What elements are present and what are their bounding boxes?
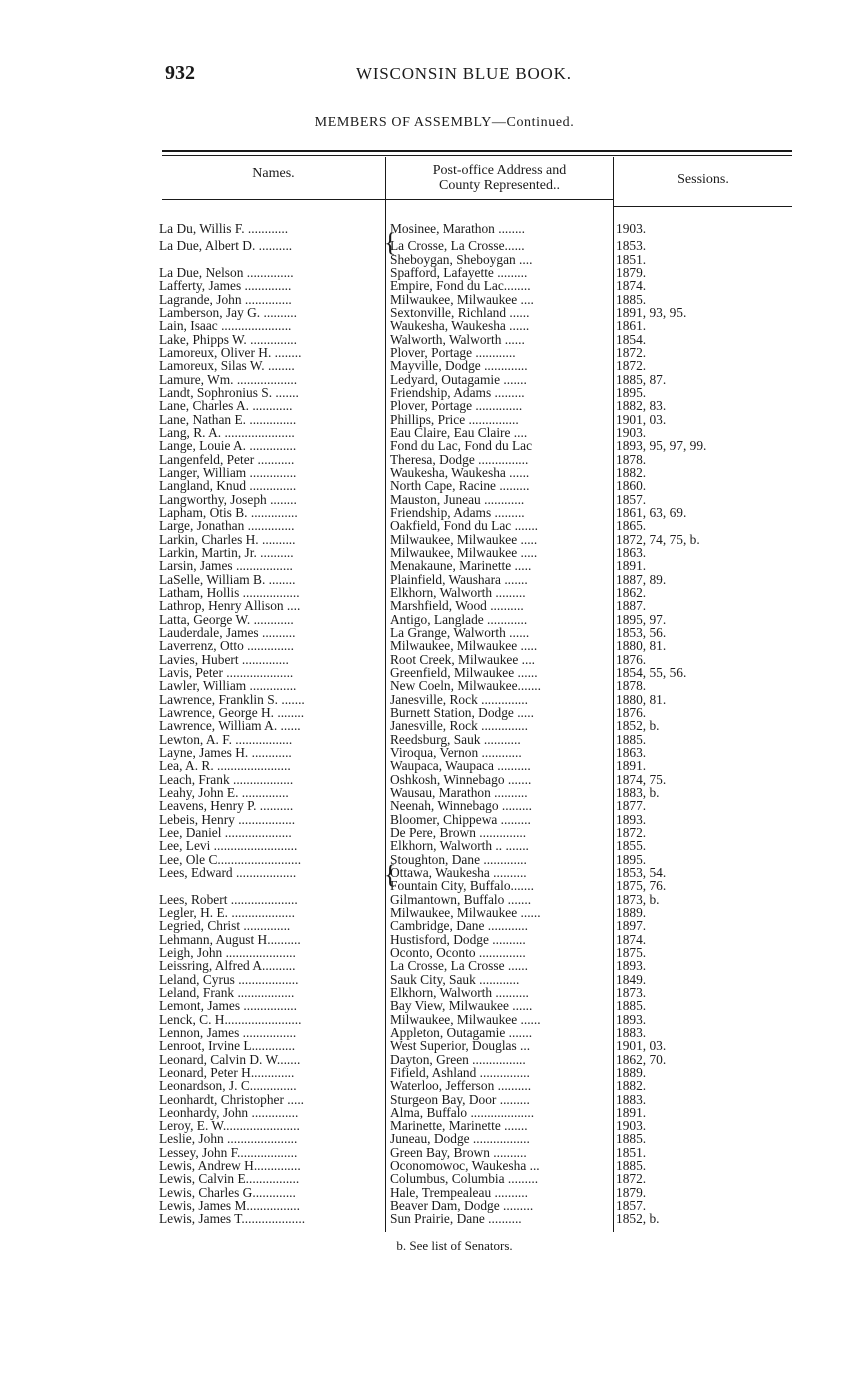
member-name: Lapham, Otis B. .............. [159, 505, 298, 520]
member-name: Lamure, Wm. .................. [159, 372, 298, 387]
top-rule-thin [162, 155, 792, 156]
sessions: 1874. [616, 931, 647, 947]
post-office-address: Janesville, Rock .............. [390, 719, 528, 734]
post-office-address: Alma, Buffalo ................... [390, 1105, 535, 1120]
sessions: 1885. [616, 1131, 647, 1147]
post-office-address: Wausau, Marathon .......... [390, 785, 528, 800]
sessions: 1879. [616, 265, 647, 280]
post-office-address: Menakaune, Marinette ..... [390, 559, 532, 574]
member-name: Lang, R. A. ..................... [159, 425, 295, 440]
sessions: 1874, 75. [616, 771, 667, 787]
post-office-address: Milwaukee, Milwaukee ..... [390, 545, 538, 560]
member-name: Lawrence, Franklin S. ....... [159, 692, 305, 707]
sessions: 1857. [616, 491, 647, 507]
post-office-address: Fond du Lac, Fond du Lac [390, 439, 533, 454]
member-name: Leissring, Alfred A.......... [159, 959, 296, 974]
member-name: Leavens, Henry P. .......... [159, 799, 294, 814]
post-office-address: Reedsburg, Sauk ........... [390, 732, 521, 747]
page-number: 932 [165, 62, 195, 84]
member-name: Lavies, Hubert .............. [159, 652, 289, 667]
post-office-address: Milwaukee, Milwaukee ..... [390, 639, 538, 654]
sessions: 1855. [616, 838, 647, 854]
top-rule [162, 150, 792, 152]
member-name: Lane, Nathan E. .............. [159, 412, 297, 427]
sessions: 1885. [616, 731, 647, 747]
sessions: 1849. [616, 971, 647, 987]
sessions: 1862. [616, 584, 647, 600]
post-office-address: Milwaukee, Milwaukee .... [390, 292, 534, 307]
sessions: 1893. [616, 958, 647, 974]
member-name: Latta, George W. ............ [159, 612, 294, 627]
sessions: 1885. [616, 998, 647, 1014]
sessions: 1853. [616, 238, 647, 254]
member-name: Lange, Louie A. .............. [159, 439, 297, 454]
member-name: Lafferty, James .............. [159, 279, 292, 294]
member-name: Lee, Daniel .................... [159, 825, 292, 840]
member-name: Lavis, Peter .................... [159, 665, 294, 680]
member-name: Lea, A. R. ...................... [159, 759, 291, 774]
member-name: Leonard, Calvin D. W....... [159, 1052, 301, 1067]
sessions: 1872. [616, 824, 647, 840]
member-name: Landt, Sophronius S. ....... [159, 386, 299, 400]
member-name: Lake, Phipps W. .............. [159, 332, 297, 347]
sessions: 1872, 74, 75, b. [616, 531, 700, 547]
post-office-address: Fifield, Ashland ............... [390, 1065, 530, 1080]
member-name: Lane, Charles A. ............ [159, 399, 293, 414]
sessions: 1903. [616, 221, 647, 236]
sessions: 1863. [616, 544, 647, 560]
member-name: LaSelle, William B. ........ [159, 572, 296, 587]
member-name: Lessey, John F.................. [159, 1145, 298, 1160]
sessions: 1852, b. [616, 1211, 660, 1227]
member-name: Lewis, Andrew H.............. [159, 1159, 301, 1174]
member-name: La Due, Nelson .............. [159, 266, 294, 280]
sessions: 1854, 55, 56. [616, 664, 687, 680]
member-name: Leonhardy, John .............. [159, 1105, 299, 1120]
post-office-address: Root Creek, Milwaukee .... [390, 652, 536, 667]
column-divider-left [385, 157, 386, 1232]
member-name: Langer, William .............. [159, 465, 297, 480]
post-office-address: Neenah, Winnebago ......... [390, 799, 533, 814]
section-subtitle: MEMBERS OF ASSEMBLY—Continued. [314, 115, 575, 130]
sessions: 1891. [616, 1104, 647, 1120]
post-office-address: Milwaukee, Milwaukee ...... [390, 1012, 541, 1027]
member-name: Leland, Cyrus .................. [159, 972, 299, 987]
sessions: 1853, 54. [616, 864, 667, 880]
sessions-header-rule [614, 206, 792, 207]
names-header-rule [162, 199, 385, 200]
post-office-address: Sextonville, Richland ...... [390, 306, 530, 320]
sessions: 1893. [616, 811, 647, 827]
sessions: 1879. [616, 1184, 647, 1200]
sessions: 1878. [616, 451, 647, 467]
sessions: 1882. [616, 464, 647, 480]
member-name: Larkin, Martin, Jr. .......... [159, 545, 294, 560]
member-name: Leroy, E. W....................... [159, 1119, 300, 1134]
post-office-address: La Crosse, La Crosse...... [390, 239, 525, 254]
sessions: 1876. [616, 704, 647, 720]
sessions: 1853, 56. [616, 624, 667, 640]
member-name: Langworthy, Joseph ........ [159, 492, 297, 507]
post-office-address: Stoughton, Dane ............. [390, 852, 527, 867]
post-office-address: Janesville, Rock .............. [390, 692, 528, 707]
post-office-address: Greenfield, Milwaukee ...... [390, 665, 538, 680]
sessions: 1873, b. [616, 891, 660, 907]
post-office-address: Sun Prairie, Dane .......... [390, 1212, 522, 1227]
column-header-names: Names. [252, 166, 295, 181]
member-name: Leland, Frank ................. [159, 985, 295, 1000]
post-office-address: West Superior, Douglas ... [390, 1039, 531, 1054]
sessions: 1903. [616, 1118, 647, 1134]
sessions: 1901, 03. [616, 411, 667, 427]
post-office-address: Sauk City, Sauk ............ [390, 972, 520, 987]
member-name: Lewis, Calvin E................ [159, 1172, 300, 1187]
sessions: 1891. [616, 758, 647, 774]
brace-edward-lees: { [384, 860, 397, 889]
post-office-address: Waukesha, Waukesha ...... [390, 465, 530, 480]
column-header-post-line1: Post-office Address and [432, 163, 567, 178]
post-office-address: Beaver Dam, Dodge ......... [390, 1199, 534, 1214]
sessions: 1887. [616, 598, 647, 614]
member-name: Larkin, Charles H. .......... [159, 532, 296, 547]
sessions: 1891, 93, 95. [616, 305, 687, 320]
member-name: Large, Jonathan .............. [159, 519, 295, 534]
post-office-address: Elkhorn, Walworth .. ....... [390, 839, 529, 854]
member-name: Lagrande, John .............. [159, 292, 292, 307]
post-office-address: Hustisford, Dodge .......... [390, 932, 526, 947]
post-office-address: Friendship, Adams ......... [390, 386, 525, 400]
sessions: 1882. [616, 1078, 647, 1094]
post-office-address: Antigo, Langlade ............ [390, 612, 528, 627]
footnote: b. See list of Senators. [396, 1238, 513, 1253]
member-name: Lewis, James M................ [159, 1199, 300, 1214]
member-name: Lee, Levi ......................... [159, 839, 298, 854]
member-name: Legler, H. E. ................... [159, 905, 295, 920]
post-office-address: Plover, Portage .............. [390, 399, 523, 414]
post-office-address: Green Bay, Brown .......... [390, 1145, 527, 1160]
column-header-post-office [386, 163, 613, 193]
sessions: 1895, 97. [616, 611, 667, 627]
sessions: 1889. [616, 904, 647, 920]
member-name: Lenroot, Irvine L............. [159, 1039, 296, 1054]
sessions: 1889. [616, 1064, 647, 1080]
member-name: Lawrence, George H. ........ [159, 705, 305, 720]
post-office-address: Marshfield, Wood .......... [390, 599, 524, 614]
member-name: Leahy, John E. .............. [159, 785, 289, 800]
member-name: Laverrenz, Otto .............. [159, 639, 294, 654]
column-header-sessions: Sessions. [677, 172, 729, 187]
member-name: Lewton, A. F. ................. [159, 732, 293, 747]
sessions: 1895. [616, 851, 647, 867]
post-office-address: North Cape, Racine ......... [390, 479, 530, 494]
post-office-address: Oakfield, Fond du Lac ....... [390, 519, 539, 534]
sessions: 1891. [616, 558, 647, 574]
column-divider-right [613, 157, 614, 1232]
sessions: 1903. [616, 424, 647, 440]
post-office-address: Juneau, Dodge ................. [390, 1132, 530, 1147]
page-header [0, 62, 859, 88]
sessions: 1872. [616, 1171, 647, 1187]
sessions: 1885. [616, 291, 647, 307]
post-office-address: New Coeln, Milwaukee....... [390, 679, 541, 694]
member-name: Lamoreux, Oliver H. ........ [159, 346, 302, 360]
member-name: Lebeis, Henry ................. [159, 812, 296, 827]
member-name: Latham, Hollis ................. [159, 585, 300, 600]
member-name: Lenck, C. H....................... [159, 1012, 302, 1027]
sessions: 1882, 83. [616, 398, 667, 414]
post-office-address: Milwaukee, Milwaukee ...... [390, 905, 541, 920]
post-header-rule [386, 199, 613, 200]
post-office-address: Theresa, Dodge ............... [390, 452, 529, 467]
post-office-address: Columbus, Columbia ......... [390, 1172, 539, 1187]
member-name: Lees, Robert .................... [159, 892, 298, 907]
member-name: Lemont, James ................ [159, 999, 297, 1014]
sessions: 1883. [616, 1091, 647, 1107]
post-office-address: Oconomowoc, Waukesha ... [390, 1159, 540, 1174]
member-name: Leonardson, J. C.............. [159, 1079, 297, 1094]
book-title: WISCONSIN BLUE BOOK. [356, 64, 572, 83]
post-office-address: Bloomer, Chippewa ......... [390, 812, 531, 827]
sessions: 1875, 76. [616, 878, 667, 894]
member-name: Lennon, James ................ [159, 1025, 297, 1040]
brace-albert-la-due: { [384, 228, 397, 257]
member-name: Lawrence, William A. ...... [159, 719, 301, 734]
post-office-address: La Crosse, La Crosse ...... [390, 959, 528, 974]
post-office-address: De Pere, Brown .............. [390, 825, 527, 840]
sessions: 1873. [616, 984, 647, 1000]
post-office-address: Fountain City, Buffalo....... [390, 879, 534, 894]
sessions: 1851. [616, 251, 647, 267]
member-name: Leonard, Peter H............. [159, 1065, 295, 1080]
sessions: 1877. [616, 798, 647, 814]
post-office-address: Sheboygan, Sheboygan .... [390, 252, 533, 267]
post-office-address: Oshkosh, Winnebago ....... [390, 772, 532, 787]
member-name: Langenfeld, Peter ........... [159, 452, 295, 467]
post-office-address: Ottawa, Waukesha .......... [390, 865, 527, 880]
member-name: Lauderdale, James .......... [159, 625, 296, 640]
post-office-address: Gilmantown, Buffalo ....... [390, 892, 532, 907]
post-office-address: Elkhorn, Walworth ......... [390, 585, 526, 600]
member-name: La Due, Albert D. .......... [159, 239, 293, 254]
post-office-address: Phillips, Price ............... [390, 412, 519, 427]
member-name: Legried, Christ .............. [159, 919, 291, 934]
sessions: 1875. [616, 944, 647, 960]
post-office-address: Viroqua, Vernon ............ [390, 745, 522, 760]
member-name: Leach, Frank .................. [159, 772, 294, 787]
member-name: Lees, Edward .................. [159, 865, 297, 880]
sessions: 1893. [616, 1011, 647, 1027]
post-office-address: Eau Claire, Eau Claire .... [390, 425, 528, 440]
sessions: 1874. [616, 278, 647, 294]
post-office-address: La Grange, Walworth ...... [390, 625, 530, 640]
member-name: Lamoreux, Silas W. ........ [159, 359, 295, 374]
sessions: 1872. [616, 345, 647, 360]
post-office-address: Elkhorn, Walworth .......... [390, 985, 529, 1000]
post-office-address: Milwaukee, Milwaukee ..... [390, 532, 538, 547]
sessions: 1901, 03. [616, 1038, 667, 1054]
member-name: Lee, Ole C......................... [159, 852, 302, 867]
sessions: 1865. [616, 518, 647, 534]
post-office-address: Bay View, Milwaukee ...... [390, 999, 533, 1014]
member-name: Leigh, John ..................... [159, 945, 296, 960]
sessions: 1862, 70. [616, 1051, 667, 1067]
post-office-address: Walworth, Walworth ...... [390, 332, 525, 347]
sessions: 1854. [616, 331, 647, 347]
member-name: Langland, Knud .............. [159, 479, 297, 494]
member-name: Lain, Isaac ..................... [159, 319, 292, 334]
sessions: 1880, 81. [616, 691, 667, 707]
sessions: 1887, 89. [616, 571, 667, 587]
post-office-address: Burnett Station, Dodge ..... [390, 705, 534, 720]
post-office-address: Sturgeon Bay, Door ......... [390, 1092, 530, 1107]
sessions: 1897. [616, 918, 647, 934]
sessions: 1876. [616, 651, 647, 667]
sessions: 1895. [616, 385, 647, 400]
post-office-address: Plover, Portage ............ [390, 346, 516, 360]
member-name: Lawler, William .............. [159, 679, 297, 694]
post-office-address: Empire, Fond du Lac........ [390, 279, 531, 294]
sessions: 1861. [616, 318, 647, 334]
sessions: 1885. [616, 1158, 647, 1174]
member-name: Lehmann, August H.......... [159, 932, 301, 947]
post-office-address: Waterloo, Jefferson .......... [390, 1079, 532, 1094]
sessions: 1852, b. [616, 718, 660, 734]
post-office-address: Friendship, Adams ......... [390, 505, 525, 520]
post-office-address: Ledyard, Outagamie ....... [390, 372, 527, 387]
post-office-address: Spafford, Lafayette ......... [390, 266, 528, 280]
post-office-address: Dayton, Green ................ [390, 1052, 526, 1067]
sessions: 1883, b. [616, 784, 660, 800]
post-office-address: Waukesha, Waukesha ...... [390, 319, 530, 334]
post-office-address: Oconto, Oconto .............. [390, 945, 526, 960]
post-office-address: Mauston, Juneau ............ [390, 492, 525, 507]
sessions: 1863. [616, 744, 647, 760]
member-name: Larsin, James ................. [159, 559, 293, 574]
member-name: Leslie, John ..................... [159, 1132, 298, 1147]
column-header-post-line2: County Represented.. [439, 178, 560, 193]
post-office-address: Mayville, Dodge ............. [390, 359, 528, 374]
member-name: Lathrop, Henry Allison .... [159, 599, 301, 614]
post-office-address: Hale, Trempealeau .......... [390, 1185, 528, 1200]
sessions: 1880, 81. [616, 638, 667, 654]
sessions: 1872. [616, 358, 647, 374]
member-name: Lamberson, Jay G. .......... [159, 306, 297, 320]
sessions: 1860. [616, 478, 647, 494]
post-office-address: Plainfield, Waushara ....... [390, 572, 528, 587]
sessions: 1893, 95, 97, 99. [616, 438, 707, 454]
member-name: Layne, James H. ............ [159, 745, 292, 760]
member-name: Lewis, Charles G............. [159, 1185, 296, 1200]
member-name: Leonhardt, Christopher ..... [159, 1092, 305, 1107]
post-office-address: Waupaca, Waupaca .......... [390, 759, 531, 774]
sessions: 1883. [616, 1024, 647, 1040]
member-name: La Du, Willis F. ............ [159, 222, 289, 236]
sessions: 1857. [616, 1198, 647, 1214]
post-office-address: Mosinee, Marathon ........ [390, 222, 525, 236]
sessions: 1878. [616, 678, 647, 694]
sessions: 1851. [616, 1144, 647, 1160]
sessions: 1885, 87. [616, 371, 667, 387]
post-office-address: Marinette, Marinette ....... [390, 1119, 528, 1134]
post-office-address: Cambridge, Dane ............ [390, 919, 528, 934]
post-office-address: Appleton, Outagamie ....... [390, 1025, 533, 1040]
member-name: Lewis, James T................... [159, 1212, 306, 1227]
sessions: 1861, 63, 69. [616, 504, 687, 520]
